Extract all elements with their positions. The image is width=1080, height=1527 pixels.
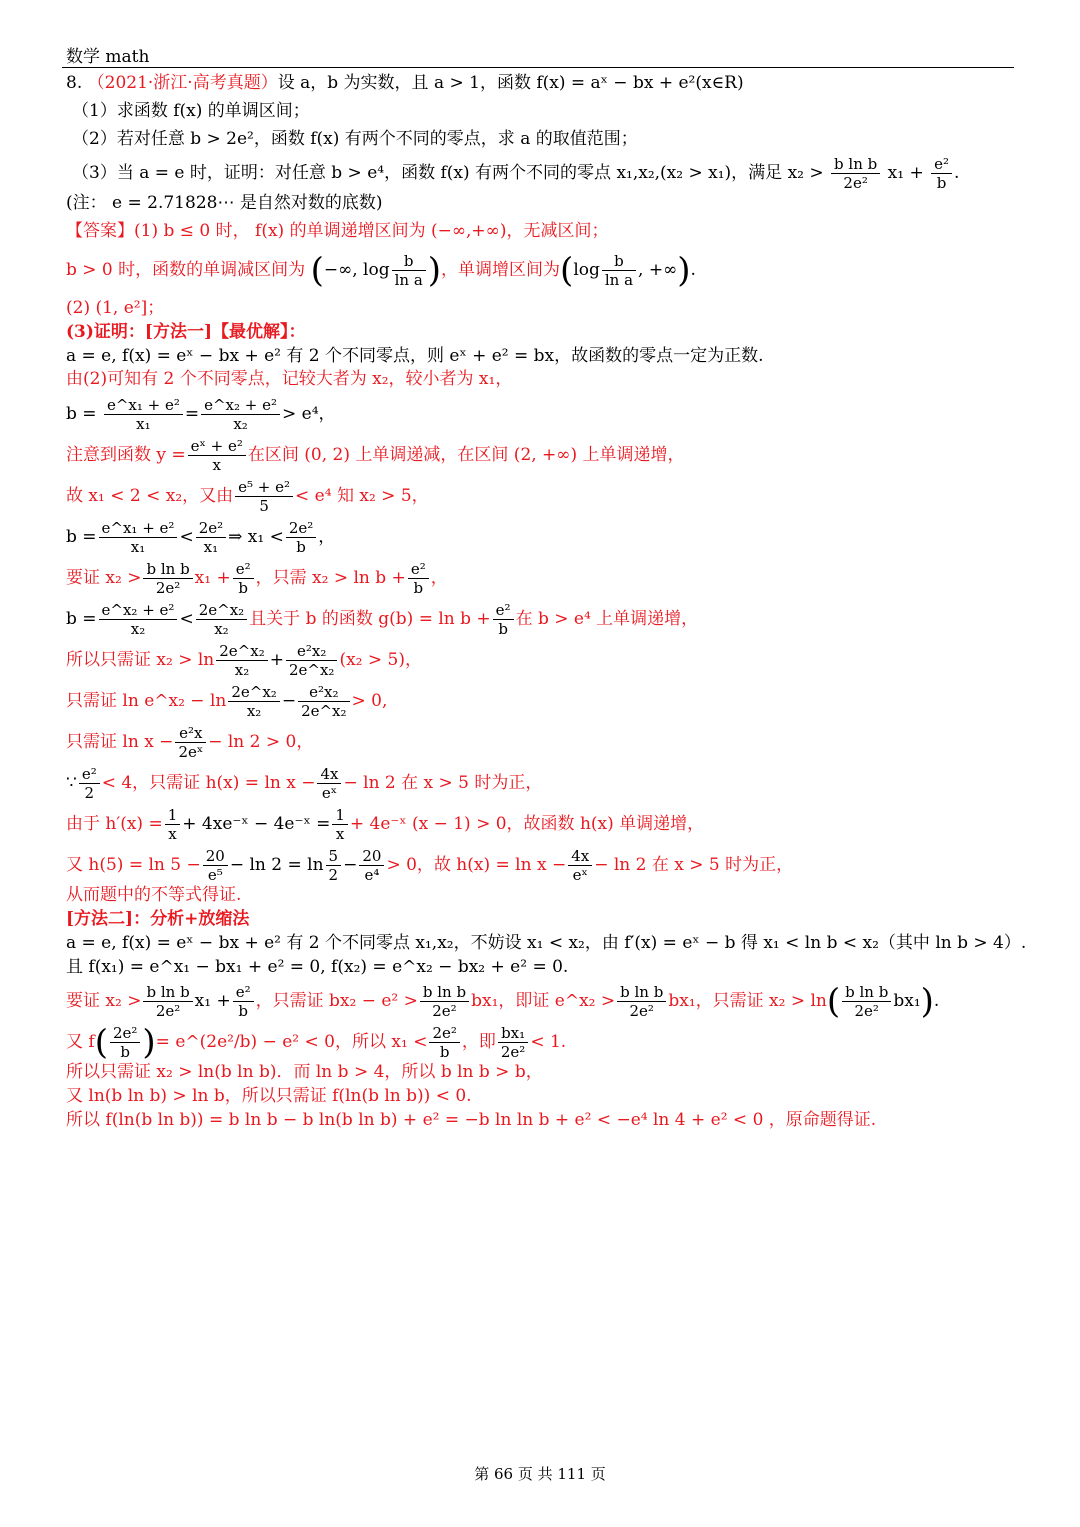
interval-2-end: , +∞	[638, 259, 678, 280]
problem-content	[66, 70, 1027, 1133]
frac: $\frac{\text{e²}}{b}$	[408, 560, 429, 597]
answer-part-1b: b > 0 时，函数的单调减区间为 (−∞, log $\frac{b}{\text{ln a}}$ )，单调增区间为(log $\frac{b}{\text{ln a}}$ , +∞).	[66, 250, 696, 291]
frac: $\frac{\text{e²}}{b}$	[233, 560, 254, 597]
m2-line-7: 所以 f(ln(b ln b)) = b ln b − b ln(b ln b) + e² = −b ln ln b + e² < −e⁴ ln 4 + e² < 0 ，原命题得证.	[66, 1109, 877, 1130]
frac: $\frac{\text{2e²}}{b}$	[110, 1024, 140, 1061]
answer-part-2: (2) (1, e²]；	[66, 297, 165, 318]
frac: $\frac{\text{b ln b}}{\text{2e²}}$	[842, 983, 891, 1020]
header-divider	[62, 67, 1014, 68]
m1-line-1: a = e, f(x) = eˣ − bx + e² 有 2 个不同零点，则 eˣ + e² = bx，故函数的零点一定为正数.	[66, 345, 764, 366]
frac: $\frac{1}{x}$	[332, 806, 348, 843]
frac: $\frac{\text{b ln b}}{\text{2e²}}$	[143, 560, 192, 597]
frac: $\frac{\text{2e²}}{\text{x₁}}$	[196, 519, 226, 556]
frac: $\frac{20}{\text{e⁴}}$	[359, 847, 384, 884]
m1-line-12: ∵ $\frac{\text{e²}}{2}$ < 4，只需证 h(x) = ln x − $\frac{4x}{\text{eˣ}}$ − ln 2 在 x > 5 时为正，	[66, 765, 543, 803]
m1-line-3: b = $\frac{\text{e\textasciicircum{}x₁ + e²}}{\text{x₁}}$ = $\frac{\text{e\textasciicircum{}x₂ + e²}}{\text{x₂}}$ > e⁴，	[66, 396, 336, 434]
frac: $\frac{\text{e\textasciicircum{}x₂ + e²}}{\text{x₂}}$	[99, 601, 178, 638]
answer-1b-mid: ，单调增区间为	[441, 259, 561, 280]
q3-mid: x₁ +	[887, 163, 924, 184]
m1-line-4: 注意到函数 y = $\frac{\text{eˣ + e²}}{x}$ 在区间 (0, 2) 上单调递减，在区间 (2, +∞) 上单调递增，	[66, 437, 685, 475]
interval-1-fraction: $\frac{b}{\text{ln a}}$	[392, 252, 426, 289]
frac: $\frac{\text{2e²}}{b}$	[429, 1024, 459, 1061]
m1-line-7: 要证 x₂ > $\frac{\text{b ln b}}{\text{2e²}}$ x₁ + $\frac{\text{e²}}{b}$ ，只需 x₂ > ln b + $\frac{\text{e²}}{b}$ ，	[66, 560, 448, 598]
frac: $\frac{\text{b ln b}}{\text{2e²}}$	[420, 983, 469, 1020]
frac: $\frac{1}{x}$	[165, 806, 181, 843]
frac: $\frac{\text{e²}}{b}$	[493, 601, 514, 638]
answer-1b-text: b > 0 时，函数的单调减区间为	[66, 259, 306, 280]
problem-text: 设 a，b 为实数，且 a > 1，函数 f(x) = aˣ − bx + e²(x∈R)	[277, 73, 744, 93]
question-3	[66, 155, 996, 192]
frac: $\frac{\text{e²x₂}}{\text{2e\textasciicircum{}x₂}}$	[298, 683, 349, 720]
frac: $\frac{\text{b ln b}}{\text{2e²}}$	[617, 983, 666, 1020]
m1-line-2: 由(2)可知有 2 个不同零点，记较大者为 x₂，较小者为 x₁，	[66, 369, 513, 390]
m1-line-10: 只需证 ln e^x₂ − ln $\frac{\text{2e\textasciicircum{}x₂}}{\text{x₂}}$ − $\frac{\text{e²x₂}}{\text{2e\textasciicircum{}x₂}}$ > 0,	[66, 683, 388, 721]
m1-line-14: 又 h(5) = ln 5 − $\frac{20}{\text{e⁵}}$ − ln 2 = ln $\frac{5}{2}$ − $\frac{20}{\text{e⁴}}$ > 0，故 h(x) = ln x − $\frac{4x}{\text{eˣ}}$ − ln 2 在 x > 5 时为正，	[66, 847, 794, 885]
frac: $\frac{20}{\text{e⁵}}$	[203, 847, 228, 884]
m1-line-11: 只需证 ln x − $\frac{\text{e²x}}{\text{2eˣ}}$ − ln 2 > 0，	[66, 724, 314, 762]
frac: $\frac{\text{e²x}}{\text{2eˣ}}$	[175, 724, 206, 761]
answer-part-3-heading: (3)证明：[方法一]【最优解】：	[66, 321, 306, 342]
frac: $\frac{4x}{\text{eˣ}}$	[317, 765, 341, 802]
q3-end: .	[954, 163, 960, 184]
frac: $\frac{\text{e⁵ + e²}}{5}$	[235, 478, 293, 515]
m2-heading: [方法二]：分析+放缩法	[66, 908, 250, 929]
m1-line-8: b = $\frac{\text{e\textasciicircum{}x₂ + e²}}{\text{x₂}}$ < $\frac{\text{2e\textasciicircum{}x₂}}{\text{x₂}}$ 且关于 b 的函数 g(b) = ln b + $\frac{\text{e²}}{b}$ 在 b > e⁴ 上单调递增，	[66, 601, 699, 639]
q3-fraction-1: $\frac{\text{b ln b}}{\text{2e²}}$	[831, 155, 880, 192]
frac: $\frac{\text{e\textasciicircum{}x₂ + e²}}{\text{x₂}}$	[201, 396, 280, 433]
answer-1-text: (1) b ≤ 0 时， f(x) 的单调递增区间为 (−∞,+∞)，无减区间；	[134, 221, 609, 242]
frac: $\frac{4x}{\text{eˣ}}$	[568, 847, 592, 884]
frac: $\frac{\text{2e\textasciicircum{}x₂}}{\text{x₂}}$	[228, 683, 279, 720]
m1-line-15: 从而题中的不等式得证.	[66, 885, 242, 906]
problem-source: （2021·浙江·高考真题）	[87, 73, 278, 93]
m2-line-6: 又 ln(b ln b) > ln b，所以只需证 f(ln(b ln b)) < 0.	[66, 1086, 472, 1107]
frac: $\frac{\text{e\textasciicircum{}x₁ + e²}}{\text{x₁}}$	[99, 519, 178, 556]
problem-number: 8.	[66, 73, 83, 93]
interval-2-fraction: $\frac{b}{\text{ln a}}$	[602, 252, 636, 289]
m2-line-2: 且 f(x₁) = e^x₁ − bx₁ + e² = 0, f(x₂) = e^x₂ − bx₂ + e² = 0.	[66, 956, 569, 977]
problem-note: (注： e = 2.71828⋯ 是自然对数的底数)	[66, 193, 383, 214]
frac: $\frac{\text{e²}}{2}$	[79, 765, 100, 802]
page-header: 数学 math	[66, 47, 150, 67]
m1-line-9: 所以只需证 x₂ > ln $\frac{\text{2e\textasciicircum{}x₂}}{\text{x₂}}$ + $\frac{\text{e²x₂}}{\text{2e\textasciicircum{}x₂}}$ (x₂ > 5)，	[66, 642, 422, 680]
m2-line-5: 所以只需证 x₂ > ln(b ln b)．而 ln b > 4，所以 b ln b > b，	[66, 1062, 543, 1083]
m2-line-4: 又 f( $\frac{\text{2e²}}{b}$ )= e^(2e²/b) − e² < 0，所以 x₁ < $\frac{\text{2e²}}{b}$ ，即 $\frac{\text{bx₁}}{\text{2e²}}$ < 1.	[66, 1022, 567, 1063]
m1-line-5: 故 x₁ < 2 < x₂，又由 $\frac{\text{e⁵ + e²}}{5}$ < e⁴ 知 x₂ > 5，	[66, 478, 429, 516]
problem-stem	[66, 72, 996, 96]
m1-line-13: 由于 h′(x) = $\frac{1}{x}$ + 4xe⁻ˣ − 4e⁻ˣ = $\frac{1}{x}$ + 4e⁻ˣ (x − 1) > 0，故函数 h(x) 单调递增，	[66, 806, 705, 844]
m1-line-6: b = $\frac{\text{e\textasciicircum{}x₁ + e²}}{\text{x₁}}$ < $\frac{\text{2e²}}{\text{x₁}}$ ⇒ x₁ < $\frac{\text{2e²}}{b}$ ，	[66, 519, 336, 557]
frac: $\frac{\text{b ln b}}{\text{2e²}}$	[143, 983, 192, 1020]
frac: $\frac{5}{2}$	[326, 847, 342, 884]
frac: $\frac{\text{bx₁}}{\text{2e²}}$	[498, 1024, 528, 1061]
frac: $\frac{\text{2e²}}{b}$	[286, 519, 316, 556]
m2-line-1: a = e, f(x) = eˣ − bx + e² 有 2 个不同零点 x₁,x₂，不妨设 x₁ < x₂，由 f′(x) = eˣ − b 得 x₁ < ln b < x₂（其中 ln b > 4）.	[66, 932, 1027, 953]
frac: $\frac{\text{e²}}{b}$	[233, 983, 254, 1020]
question-2: （2）若对任意 b > 2e²，函数 f(x) 有两个不同的零点，求 a 的取值范围；	[72, 128, 638, 149]
page-footer: 第 66 页 共 111 页	[474, 1465, 606, 1483]
m2-line-3: 要证 x₂ > $\frac{\text{b ln b}}{\text{2e²}}$ x₁ + $\frac{\text{e²}}{b}$ ，只需证 bx₂ − e² > $\frac{\text{b ln b}}{\text{2e²}}$ bx₁，即证 e^x₂ > $\frac{\text{b ln b}}{\text{2e²}}$ bx₁，只需证 x₂ > ln( $\frac{\text{b ln b}}{\text{2e²}}$ bx₁).	[66, 981, 940, 1022]
frac: $\frac{\text{2e\textasciicircum{}x₂}}{\text{x₂}}$	[216, 642, 267, 679]
frac: $\frac{\text{e²x₂}}{\text{2e\textasciicircum{}x₂}}$	[286, 642, 337, 679]
interval-1: −∞, log	[323, 259, 390, 280]
frac: $\frac{\text{e\textasciicircum{}x₁ + e²}}{\text{x₁}}$	[104, 396, 183, 433]
q3-text: （3）当 a = e 时，证明：对任意 b > e⁴，函数 f(x) 有两个不同的零点 x₁,x₂,(x₂ > x₁)，满足 x₂ >	[72, 163, 824, 184]
question-1: （1）求函数 f(x) 的单调区间；	[72, 100, 310, 121]
interval-2: log	[573, 259, 600, 280]
answer-part-1	[66, 220, 996, 244]
q3-fraction-2: $\frac{\text{e²}}{b}$	[931, 155, 952, 192]
frac: $\frac{\text{eˣ + e²}}{x}$	[188, 437, 246, 474]
frac: $\frac{\text{2e\textasciicircum{}x₂}}{\text{x₂}}$	[196, 601, 247, 638]
answer-label: 【答案】	[66, 221, 134, 242]
